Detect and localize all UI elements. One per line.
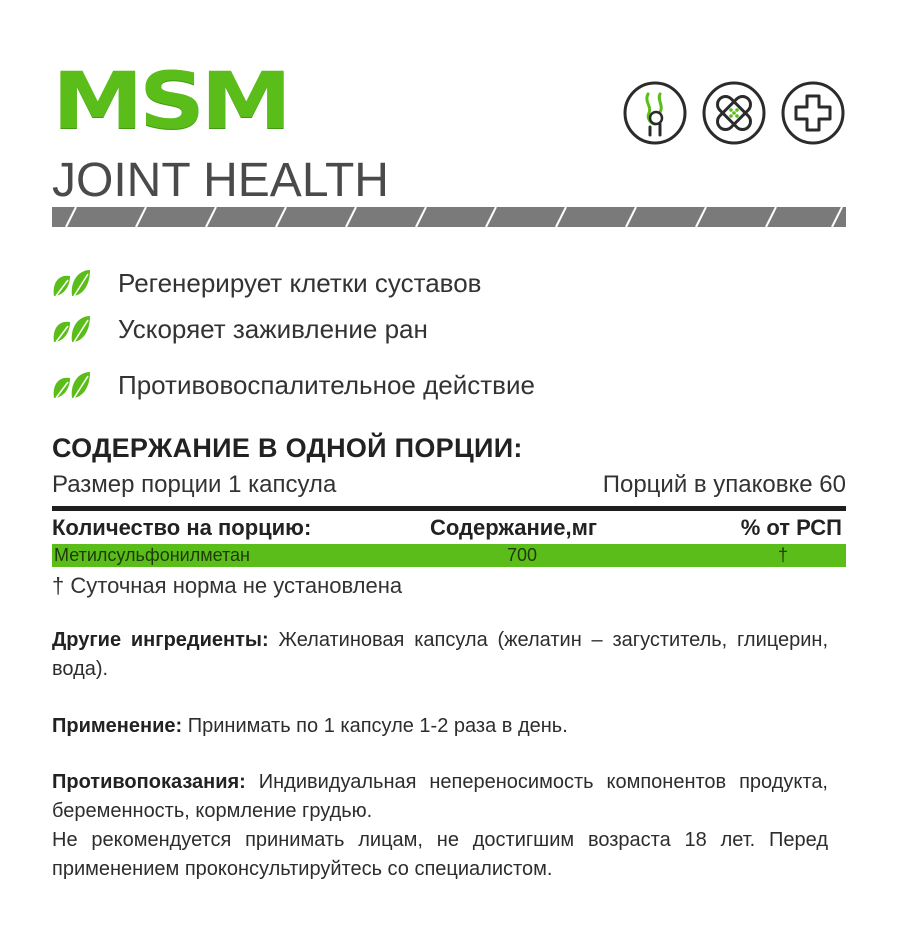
usage	[52, 712, 828, 741]
other-ingredients-text: Желатиновая капсула (желатин – загуститель, глицерин, вода).	[52, 629, 828, 680]
table-header	[52, 512, 846, 542]
table-row	[52, 544, 846, 567]
serving-size: Размер порции 1 капсула	[52, 471, 337, 498]
benefit-text: Противовоспалительное действие	[118, 369, 535, 400]
ingredient-name: Метилсульфонилметан	[54, 545, 250, 565]
ingredient-dv: †	[778, 545, 789, 565]
usage-text: Принимать по 1 капсуле 1-2 раза в день.	[182, 715, 568, 737]
column-header-quantity: Количество на порцию:	[52, 515, 312, 540]
ingredient-amount: 700	[507, 545, 538, 565]
contraindications-text: Индивидуальная непереносимость компонентов продукта, беременность, кормление грудью.	[52, 771, 828, 822]
other-ingredients	[52, 626, 828, 684]
decorative-stripe	[52, 207, 846, 227]
servings-per-pack: Порций в упаковке 60	[602, 471, 846, 498]
leaf-icon	[50, 266, 92, 300]
table-footnote: † Суточная норма не установлена	[52, 573, 403, 598]
benefit-item	[50, 368, 535, 402]
leaf-icon	[50, 312, 92, 346]
table-divider	[52, 506, 846, 511]
other-ingredients-label: Другие ингредиенты:	[52, 629, 269, 651]
column-header-dv: % от РСП	[740, 515, 842, 540]
serving-info	[52, 470, 846, 500]
age-warning: Не рекомендуется принимать лицам, не достигшим возраста 18 лет. Перед применением проконсультируйтесь со специалистом.	[52, 829, 828, 880]
contraindications-label: Противопоказания:	[52, 771, 246, 793]
usage-label: Применение:	[52, 715, 183, 737]
contraindications	[52, 768, 828, 826]
benefit-text: Регенерирует клетки суставов	[118, 267, 482, 298]
brand-logo: MSM	[52, 57, 288, 147]
leaf-icon	[50, 368, 92, 402]
nutrition-title: СОДЕРЖАНИЕ В ОДНОЙ ПОРЦИИ:	[52, 433, 523, 463]
benefit-item	[50, 312, 428, 346]
bandage-icon	[701, 80, 767, 146]
product-subtitle: JOINT HEALTH	[52, 154, 389, 207]
medical-cross-icon	[780, 80, 846, 146]
column-header-content: Содержание,мг	[430, 515, 598, 540]
benefit-item	[50, 266, 481, 300]
benefit-text: Ускоряет заживление ран	[118, 313, 428, 344]
joint-icon	[622, 80, 688, 146]
